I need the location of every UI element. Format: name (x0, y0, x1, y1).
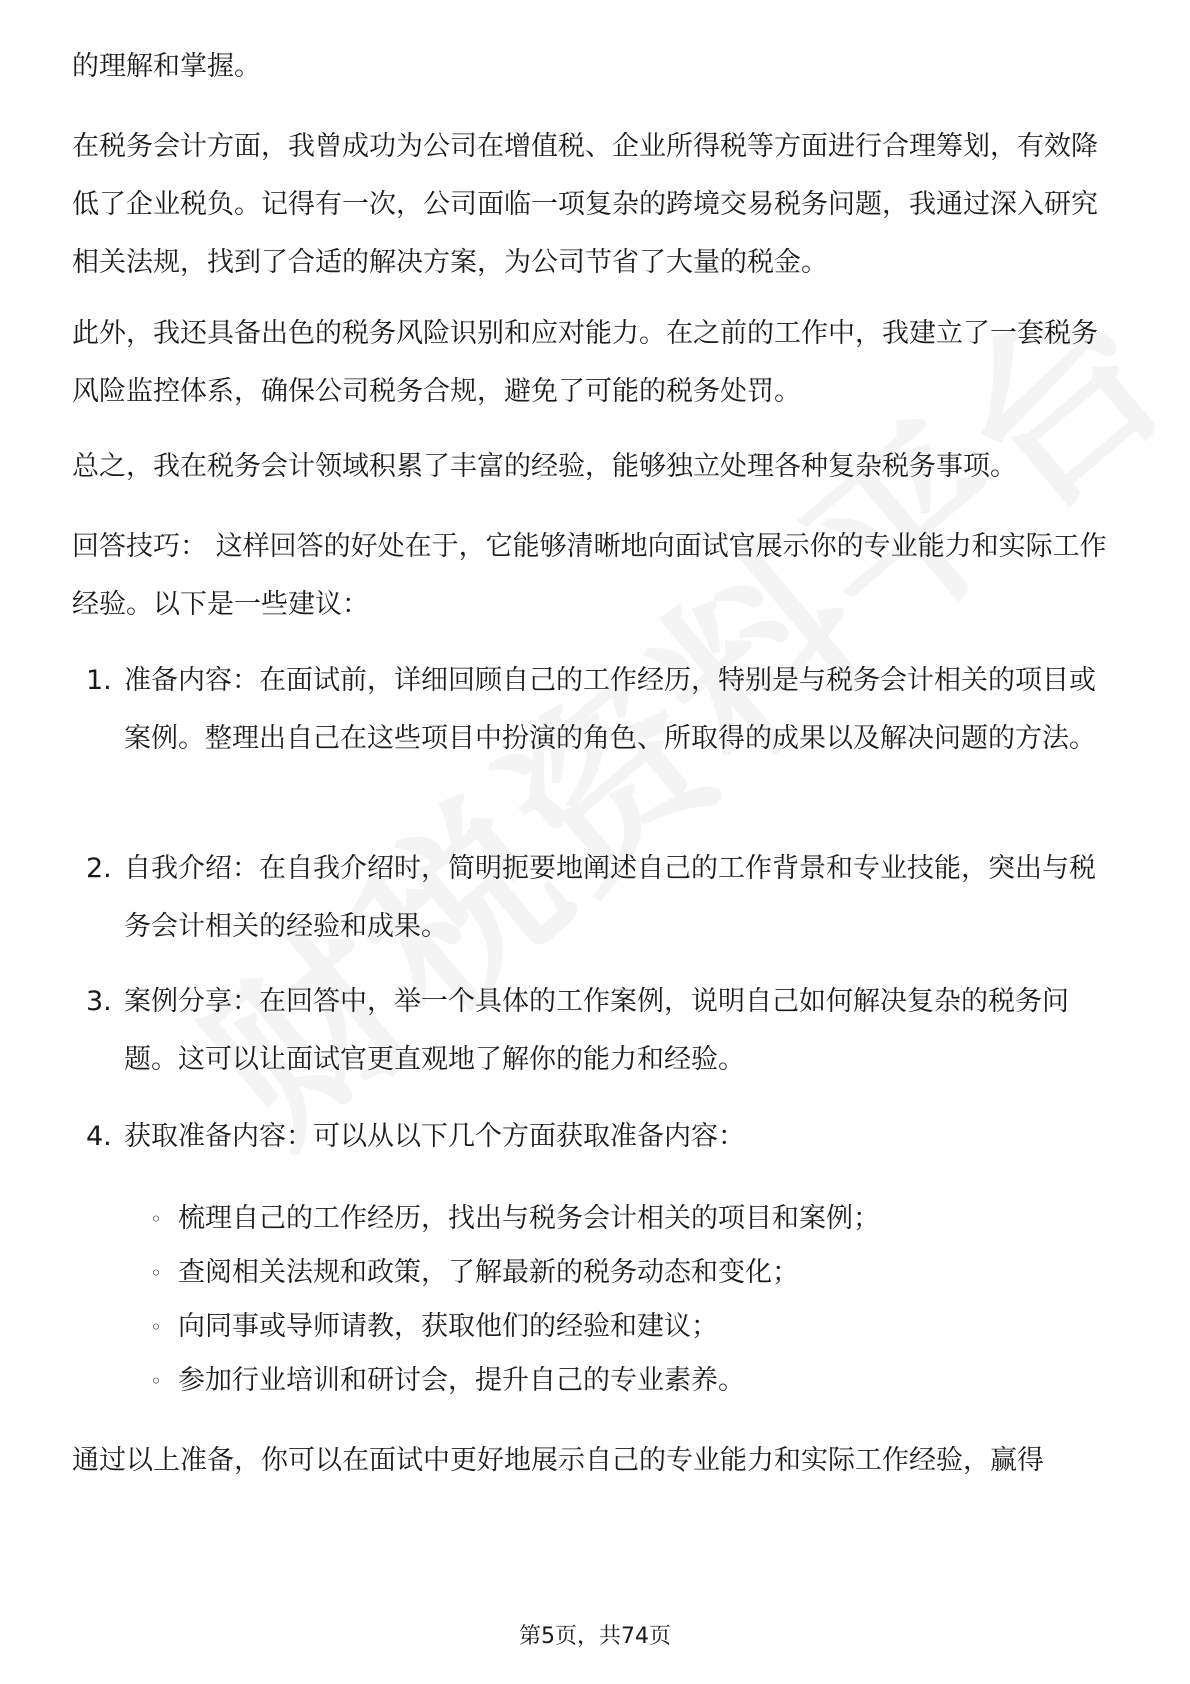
bullet-icon: ◦ (150, 1207, 162, 1231)
paragraph-answer-tips: 回答技巧： 这样回答的好处在于，它能够清晰地向面试官展示你的专业能力和实际工作经验。以下是一些建议： (72, 531, 1107, 620)
paragraph-conclusion: 通过以上准备，你可以在面试中更好地展示自己的专业能力和实际工作经验，赢得 (72, 1445, 1044, 1476)
list-number: 3. (86, 986, 112, 1017)
list-item: 获取准备内容：可以从以下几个方面获取准备内容： (124, 1121, 745, 1152)
bullet-icon: ◦ (150, 1261, 162, 1285)
paragraph-continuation: 的理解和掌握。 (72, 51, 261, 82)
paragraph-risk: 此外，我还具备出色的税务风险识别和应对能力。在之前的工作中，我建立了一套税务风险监控体系，确保公司税务合规，避免了可能的税务处罚。 (72, 318, 1098, 407)
list-number: 2. (86, 853, 112, 884)
page-footer: 第5页，共74页 (519, 1624, 671, 1649)
list-number: 4. (86, 1121, 112, 1152)
paragraph-tax-accounting: 在税务会计方面，我曾成功为公司在增值税、企业所得税等方面进行合理筹划，有效降低了企业税负。记得有一次，公司面临一项复杂的跨境交易税务问题，我通过深入研究相关法规，找到了合适的解决方案，为公司节省了大量的税金。 (72, 131, 1098, 278)
list-item: 自我介绍：在自我介绍时，简明扼要地阐述自己的工作背景和专业技能，突出与税务会计相关的经验和成果。 (124, 853, 1096, 942)
bullet-icon: ◦ (150, 1369, 162, 1393)
list-item: 准备内容：在面试前，详细回顾自己的工作经历，特别是与税务会计相关的项目或案例。整理出自己在这些项目中扮演的角色、所取得的成果以及解决问题的方法。 (124, 665, 1096, 754)
bullet-icon: ◦ (150, 1315, 162, 1339)
list-number: 1. (86, 665, 112, 696)
sub-list-item: 参加行业培训和研讨会，提升自己的专业素养。 (178, 1365, 745, 1396)
sub-list-item: 向同事或导师请教，获取他们的经验和建议； (178, 1311, 718, 1342)
sub-list-item: 查阅相关法规和政策，了解最新的税务动态和变化； (178, 1257, 799, 1288)
sub-list-item: 梳理自己的工作经历，找出与税务会计相关的项目和案例； (178, 1203, 880, 1234)
list-item: 案例分享：在回答中，举一个具体的工作案例，说明自己如何解决复杂的税务问题。这可以让面试官更直观地了解你的能力和经验。 (124, 986, 1069, 1075)
paragraph-summary: 总之，我在税务会计领域积累了丰富的经验，能够独立处理各种复杂税务事项。 (72, 451, 1017, 482)
